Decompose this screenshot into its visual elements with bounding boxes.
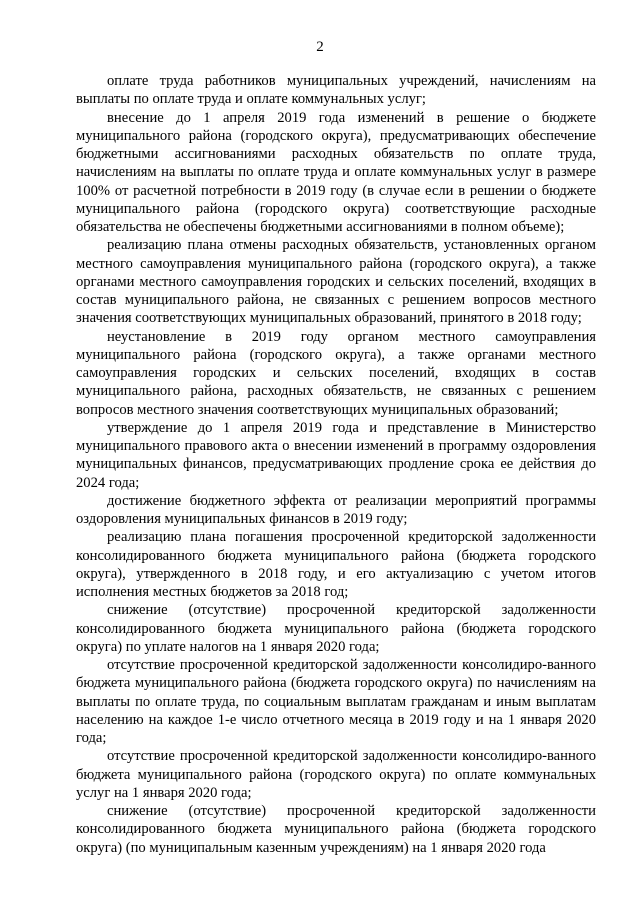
paragraph-11: снижение (отсутствие) просроченной кредиторской задолженности консолидированного бюджета муниципального района (бюджета городского округа) (по муниципальным казенным учреждениям) на 1 января 2020 года (76, 803, 596, 856)
paragraph-5: утверждение до 1 апреля 2019 года и представление в Министерство муниципального правового акта о внесении изменений в программу оздоровления муниципальных финансов, предусматривающих продление срока ее действия до 2024 года; (76, 419, 596, 491)
document-body (76, 72, 596, 857)
page-number: 2 (316, 39, 324, 55)
paragraph-3: реализацию плана отмены расходных обязательств, установленных органом местного самоуправления муниципального района (городского округа), а также органами местного самоуправления городских и сельских поселений, входящих в состав муниципального района, не связанных с решением вопросов местного значения соответствующих муниципальных образований, принятого в 2018 году; (76, 237, 596, 327)
paragraph-7: реализацию плана погашения просроченной кредиторской задолженности консолидированного бюджета муниципального района (бюджета городского округа), утвержденного в 2018 году, и его актуализацию с учетом итогов исполнения местных бюджетов за 2018 год; (76, 529, 596, 600)
paragraph-8: снижение (отсутствие) просроченной кредиторской задолженности консолидированного бюджета муниципального района (бюджета городского округа) по уплате налогов на 1 января 2020 года; (76, 602, 596, 655)
paragraph-6: достижение бюджетного эффекта от реализации мероприятий программы оздоровления муниципальных финансов в 2019 году; (76, 492, 596, 527)
paragraph-10: отсутствие просроченной кредиторской задолженности консолидиро-ванного бюджета муниципального района (городского округа) по оплате коммунальных услуг на 1 января 2020 года; (76, 748, 596, 801)
paragraph-9: отсутствие просроченной кредиторской задолженности консолидиро-ванного бюджета муниципального района (бюджета городского округа) по начислениям на выплаты по оплате труда, по социальным выплатам гражданам и иным выплатам населению на каждое 1-е число отчетного месяца в 2019 году и на 1 января 2020 года; (76, 657, 596, 746)
paragraph-1: оплате труда работников муниципальных учреждений, начислениям на выплаты по оплате труда и оплате коммунальных услуг; (76, 73, 596, 108)
paragraph-2: внесение до 1 апреля 2019 года изменений в решение о бюджете муниципального района (городского округа), предусматривающих обеспечение бюджетными ассигнованиями расходных обязательств по оплате труда, начислениям на выплаты по оплате труда и оплате коммунальных услуг в размере 100% от расчетной потребности в 2019 году (в случае если в решении о бюджете муниципального района (городского округа) соответствующие расходные обязательства не обеспечены бюджетными ассигнованиями в полном объеме); (76, 109, 596, 235)
paragraph-4: неустановление в 2019 году органом местного самоуправления муниципального района (городского округа), а также органами местного самоуправления городских и сельских поселений, входящих в состав муниципального района, расходных обязательств, не связанных с решением вопросов местного значения соответствующих муниципальных образований; (76, 328, 596, 418)
